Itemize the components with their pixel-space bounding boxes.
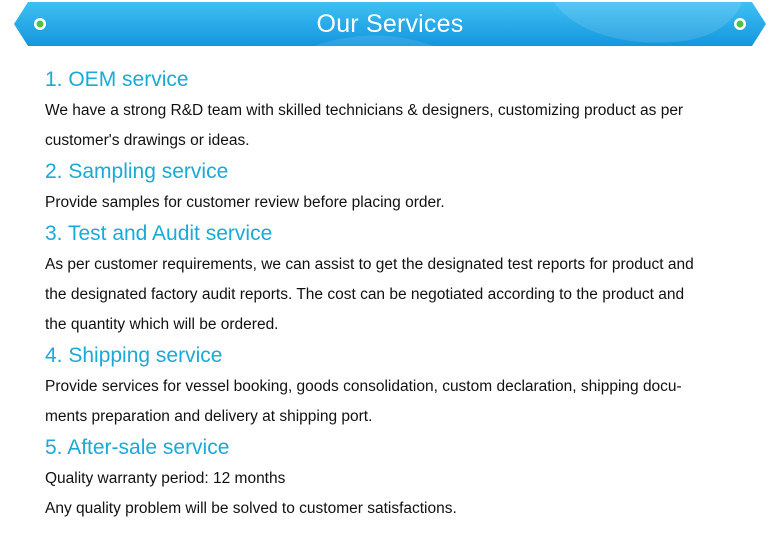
- service-section: [45, 432, 745, 524]
- body-text-line: Provide services for vessel booking, goods consolidation, custom declaration, shipping docu-: [45, 378, 682, 395]
- section-body: [45, 372, 745, 432]
- body-text-line: Any quality problem will be solved to customer satisfactions.: [45, 500, 457, 517]
- section-heading: 3. Test and Audit service: [45, 222, 273, 245]
- section-body: [45, 250, 745, 340]
- service-section: [45, 64, 745, 156]
- services-banner: [14, 2, 766, 46]
- body-text-line: Provide samples for customer review before placing order.: [45, 194, 445, 211]
- section-heading: 2. Sampling service: [45, 160, 229, 183]
- body-text-line: As per customer requirements, we can assist to get the designated test reports for product and: [45, 256, 694, 273]
- page-title: Our Services: [316, 10, 464, 38]
- services-list: [45, 64, 745, 524]
- body-text-line: ments preparation and delivery at shipping port.: [45, 408, 373, 425]
- body-text-line: Quality warranty period: 12 months: [45, 470, 286, 487]
- service-section: [45, 218, 745, 340]
- section-body: [45, 464, 745, 524]
- service-section: [45, 340, 745, 432]
- body-text-line: the quantity which will be ordered.: [45, 316, 279, 333]
- body-text-line: We have a strong R&D team with skilled technicians & designers, customizing product as per: [45, 102, 684, 119]
- section-body: [45, 96, 745, 156]
- body-text-line: the designated factory audit reports. The cost can be negotiated according to the product and: [45, 286, 685, 303]
- section-body: [45, 188, 745, 218]
- section-heading: 1. OEM service: [45, 68, 189, 91]
- service-section: [45, 156, 745, 218]
- section-heading: 5. After-sale service: [45, 436, 230, 459]
- section-heading: 4. Shipping service: [45, 344, 223, 367]
- body-text-line: customer's drawings or ideas.: [45, 132, 250, 149]
